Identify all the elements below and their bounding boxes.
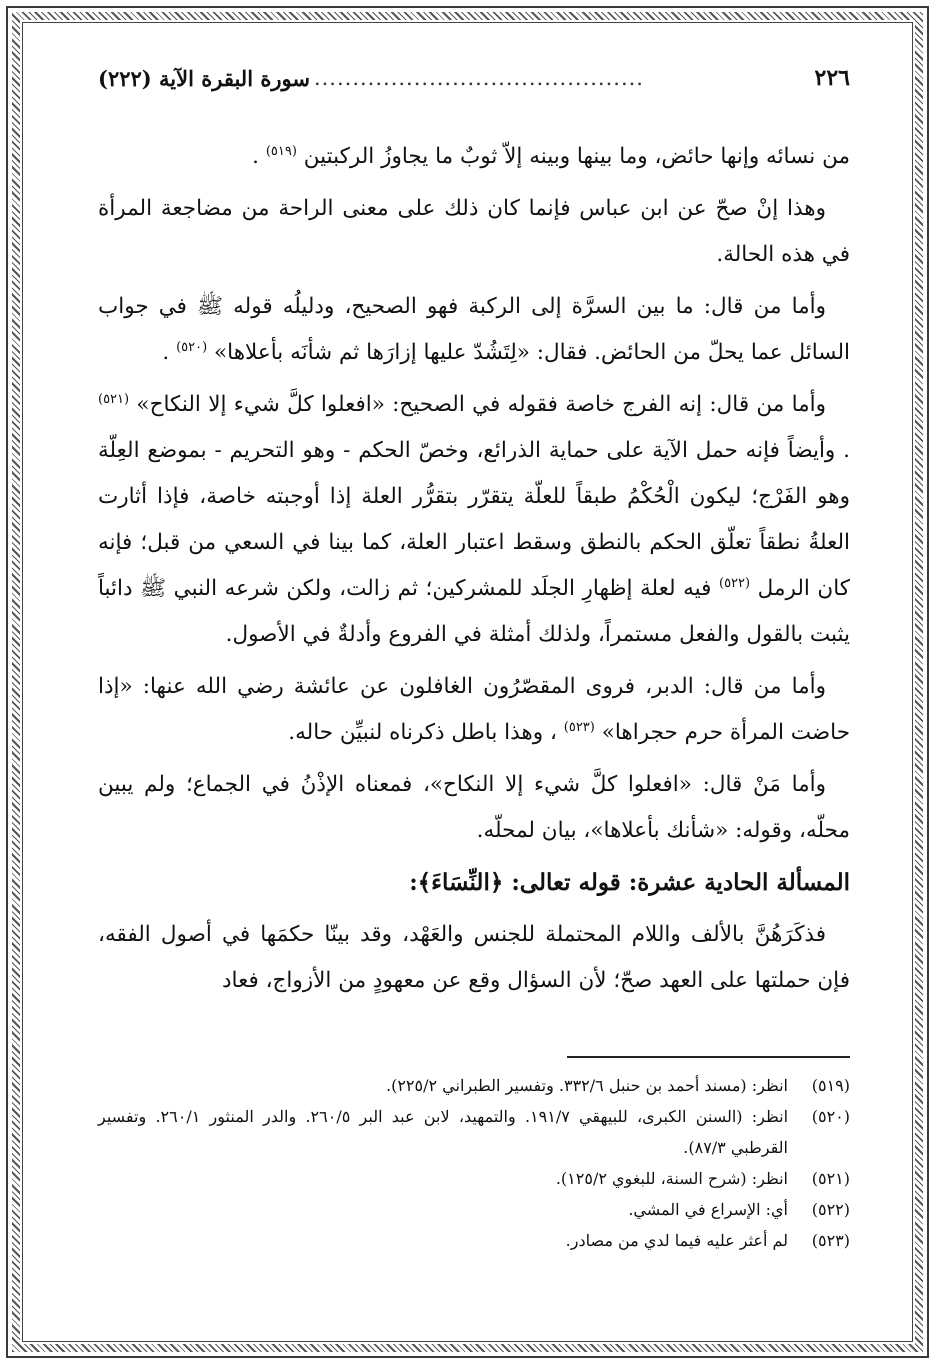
footnote-number: (٥٢٠) (811, 1107, 850, 1126)
footnote (98, 1101, 850, 1163)
footnote (98, 1225, 850, 1256)
header-title-group (98, 66, 644, 91)
footnote-number: (٥٢١) (811, 1169, 850, 1188)
paragraph: وأما من قال: الدبر، فروى المقصّرُون الغافلون عن عائشة رضي الله عنها: «إذا حاضت المرأة حرم حجراها» $^{(٥٢٣)}$ ، وهذا باطل ذكرناه لنبيِّن حاله. (98, 674, 850, 745)
book-page (98, 58, 850, 1298)
footnote-ref[interactable]: (٥٢٣) (563, 719, 595, 735)
footnote-number: (٥١٩) (811, 1076, 850, 1095)
footnote-ref[interactable]: (٥٢٠) (176, 339, 208, 355)
running-header (98, 58, 850, 98)
footnote (98, 1194, 850, 1225)
footnote-ref[interactable]: (٥٢١) (98, 391, 130, 407)
footnotes (98, 1070, 850, 1256)
footnote (98, 1163, 850, 1194)
footnote-text: أي: الإسراع في المشي. (628, 1200, 788, 1219)
main-text (98, 134, 850, 1010)
chapter-title: سورة البقرة الآية (٢٢٢) (98, 65, 310, 91)
footnote-number: (٥٢٢) (811, 1200, 850, 1219)
paragraph: من نسائه وإنها حائض، وما بينها وبينه إلاّ ثوبٌ ما يجاوزُ الركبتين $^{(٥١٩)}$ . (252, 143, 850, 169)
page-number: ٢٢٦ (814, 65, 850, 91)
paragraph: وأما من قال: إنه الفرج خاصة فقوله في الصحيح: «افعلوا كلَّ شيء إلا النكاح» $^{(٥٢١)}$ . وأيضاً فإنه حمل الآية على حماية الذرائع، وخصّ الحكم - وهو التحريم - بموضع العِلّة وهو الفَرْج؛ ليكون الْحُكْمُ طبقاً للعلّة يتقرّر بتقرُّر العلة إذا أوجبته خاصة، فإذا أثارت العلةُ نطقاً تعلّق الحكم بالنطق وسقط اعتبار العلة، كما بينا في السعي من قبل؛ فإنه كان الرمل $^{(٥٢٢)}$ فيه لعلة إظهارِ الجلَد للمشركين؛ ثم زالت، ولكن شرعه النبي ﷺ دائباً يثبت بالقول والفعل مستمراً، ولذلك أمثلة في الفروع وأدلةٌ في الأصول. (98, 391, 850, 647)
paragraph: وأما مَنْ قال: «افعلوا كلَّ شيء إلا النكاح»، فمعناه الإذْنُ في الجماع؛ ولم يبين محلّه، وقوله: «شأنك بأعلاها»، بيان لمحلّه. (98, 772, 850, 843)
section-heading: المسألة الحادية عشرة: قوله تعالى: ﴿النِّسَاءَ﴾: (409, 869, 850, 896)
header-leader-dots: ........................................... (313, 66, 644, 90)
paragraph: وأما من قال: ما بين السرَّة إلى الركبة فهو الصحيح، ودليلُه قوله ﷺ في جواب السائل عما يحلّ من الحائض. فقال: «لِتَشُدّ عليها إزارَها ثم شأنَه بأعلاها» $^{(٥٢٠)}$ . (98, 294, 850, 365)
paragraph: وهذا إنْ صحّ عن ابن عباس فإنما كان ذلك على معنى الراحة من مضاجعة المرأة في هذه الحالة. (98, 196, 850, 267)
footnote-text: انظر: (السنن الكبرى، للبيهقي ١٩١/٧. والتمهيد، لابن عبد البر ٢٦٠/٥. والدر المنثور ٢٦٠/١. وتفسير القرطبي ٨٧/٣). (98, 1107, 789, 1157)
footnote-ref[interactable]: (٥١٩) (265, 143, 297, 159)
footnote-separator (567, 1056, 850, 1058)
footnote-text: لم أعثر عليه فيما لدي من مصادر. (565, 1231, 788, 1250)
footnote-text: انظر: (مسند أحمد بن حنبل ٣٣٢/٦. وتفسير الطبراني ٢٢٥/٢). (385, 1076, 788, 1095)
footnote (98, 1070, 850, 1101)
paragraph: فذكَرَهُنَّ بالألف واللام المحتملة للجنس والعَهْد، وقد بينّا حكمَها في أصول الفقه، فإن حملتها على العهد صحّ؛ لأن السؤال وقع عن معهودٍ من الأزواج، فعاد (98, 922, 850, 993)
footnote-text: انظر: (شرح السنة، للبغوي ١٢٥/٢). (555, 1169, 788, 1188)
footnote-ref[interactable]: (٥٢٢) (718, 575, 751, 591)
footnote-number: (٥٢٣) (811, 1231, 850, 1250)
